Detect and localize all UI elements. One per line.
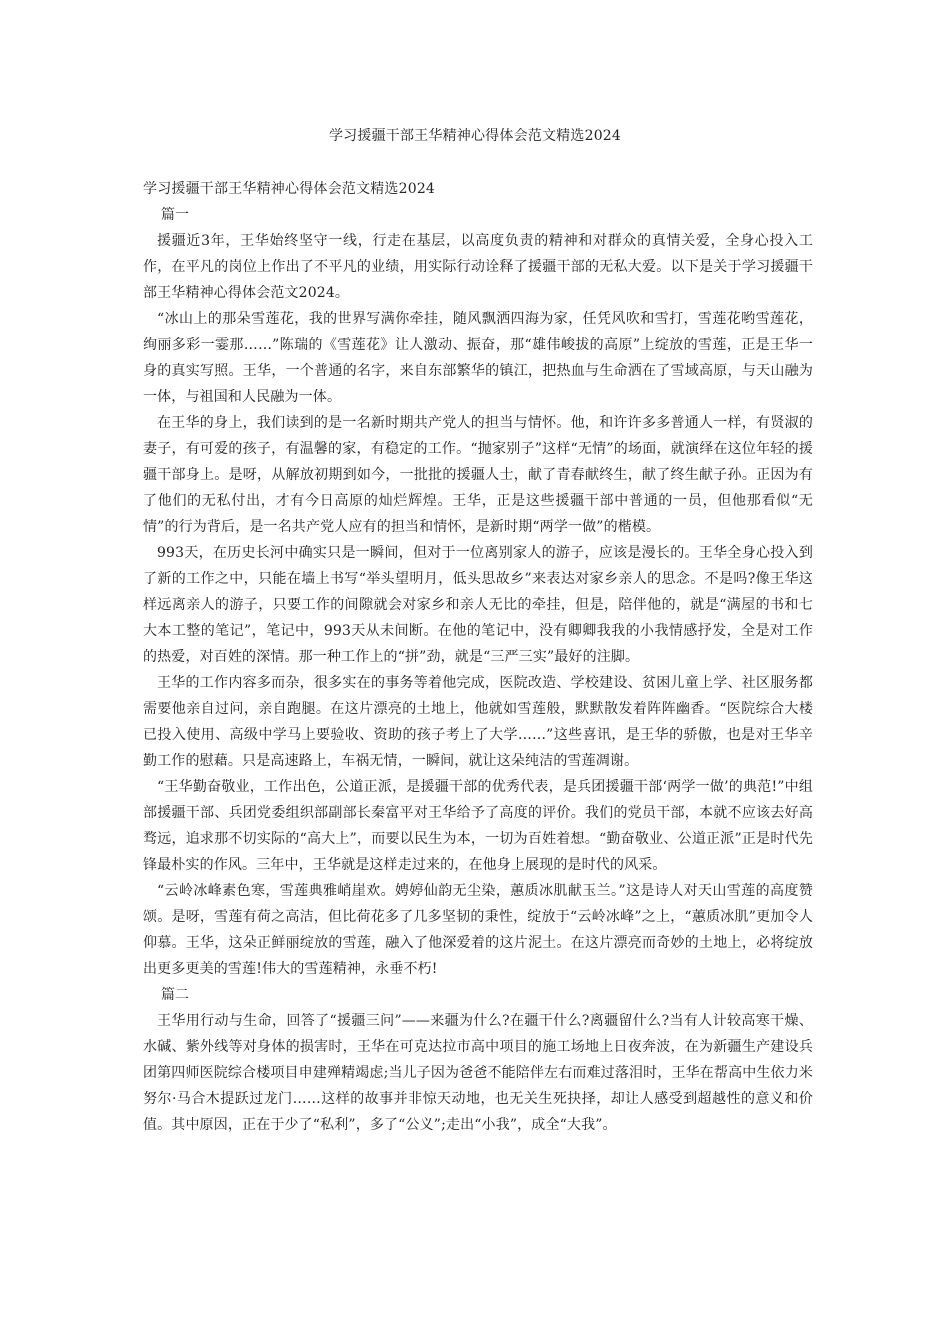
- paragraph: “王华勤奋敬业，工作出色，公道正派，是援疆干部的优秀代表，是兵团援疆干部‘两学一做’的典范!”中组部援疆干部、兵团党委组织部副部长秦富平对王华给予了高度的评价。我们的党员干部，本就不应该去好高骛远，追求那不切实际的“高大上”，而要以民生为本，一切为百姓着想。“勤奋敬业、公道正派”正是时代先锋最朴实的作风。三年中，王华就是这样走过来的，在他身上展现的是时代的风采。: [143, 779, 813, 873]
- document-title: 学习援疆干部王华精神心得体会范文精选2024: [328, 128, 622, 144]
- paragraph: “云岭冰峰素色寒，雪莲典雅峭崖欢。娉婷仙韵无尘染，蕙质冰肌献玉兰。”这是诗人对天山雪莲的高度赞颂。是呀，雪莲有荷之高洁，但比荷花多了几多坚韧的秉性，绽放于“云岭冰峰”之上，“蕙质冰肌”更加令人仰慕。王华，这朵正鲜丽绽放的雪莲，融入了他深爱着的这片泥土。在这片漂亮而奇妙的土地上，必将绽放出更多更美的雪莲!伟大的雪莲精神，永垂不朽!: [143, 883, 813, 977]
- section-label: 篇一: [161, 207, 189, 223]
- paragraph: “冰山上的那朵雪莲花，我的世界写满你牵挂，随风飘洒四海为家，任凭风吹和雪打，雪莲花哟雪莲花，绚丽多彩一霎那……”陈瑞的《雪莲花》让人激动、振奋，那“雄伟峻拔的高原”上绽放的雪莲，正是王华一身的真实写照。王华，一个普通的名字，来自东部繁华的镇江，把热血与生命洒在了雪域高原，与天山融为一体，与祖国和人民融为一体。: [143, 311, 813, 405]
- document-subtitle: 学习援疆干部王华精神心得体会范文精选2024: [143, 181, 436, 197]
- document-body: [143, 176, 813, 1138]
- paragraph: 993天，在历史长河中确实只是一瞬间，但对于一位离别家人的游子，应该是漫长的。王华全身心投入到了新的工作之中，只能在墙上书写“举头望明月，低头思故乡”来表达对家乡亲人的思念。不是吗?像王华这样远离亲人的游子，只要工作的间隙就会对家乡和亲人无比的牵挂，但是，陪伴他的，就是“满屋的书和七大本工整的笔记”，笔记中，993天从未间断。在他的笔记中，没有卿卿我我的小我情感抒发，全是对工作的热爱，对百姓的深情。那一种工作上的“拼”劲，就是“三严三实”最好的注脚。: [143, 545, 813, 665]
- section-label: 篇二: [161, 987, 189, 1003]
- paragraph: 王华用行动与生命，回答了“援疆三问”——来疆为什么?在疆干什么?离疆留什么?当有人计较高寒干燥、水碱、紫外线等对身体的损害时，王华在可克达拉市高中项目的施工场地上日夜奔波，在为新疆生产建设兵团第四师医院综合楼项目申建殚精竭虑;当儿子因为爸爸不能陪伴左右而难过落泪时，王华在帮高中生依力米努尔·马合木提跃过龙门……这样的故事并非惊天动地，也无关生死抉择，却让人感受到超越性的意义和价值。其中原因，正在于少了“私利”，多了“公义”;走出“小我”，成全“大我”。: [143, 1013, 813, 1133]
- paragraph: 在王华的身上，我们读到的是一名新时期共产党人的担当与情怀。他，和许许多多普通人一样，有贤淑的妻子，有可爱的孩子，有温馨的家，有稳定的工作。“抛家别子”这样“无情”的场面，就演绎在这位年轻的援疆干部身上。是呀，从解放初期到如今，一批批的援疆人士，献了青春献终生，献了终生献子孙。正因为有了他们的无私付出，才有今日高原的灿烂辉煌。王华，正是这些援疆干部中普通的一员，但他那看似“无情”的行为背后，是一名共产党人应有的担当和情怀，是新时期“两学一做”的楷模。: [143, 415, 813, 535]
- paragraph: 王华的工作内容多而杂，很多实在的事务等着他完成，医院改造、学校建设、贫困儿童上学、社区服务都需要他亲自过问，亲自跑腿。在这片漂亮的土地上，他就如雪莲般，默默散发着阵阵幽香。“医院综合大楼已投入使用、高级中学马上要验收、资助的孩子考上了大学……”这些喜讯，是王华的骄傲，也是对王华辛勤工作的慰藉。只是高速路上，车祸无情，一瞬间，就让这朵纯洁的雪莲凋谢。: [143, 675, 813, 769]
- paragraph: 援疆近3年，王华始终坚守一线，行走在基层，以高度负责的精神和对群众的真情关爱，全身心投入工作，在平凡的岗位上作出了不平凡的业绩，用实际行动诠释了援疆干部的无私大爱。以下是关于学习援疆干部王华精神心得体会范文2024。: [143, 233, 813, 301]
